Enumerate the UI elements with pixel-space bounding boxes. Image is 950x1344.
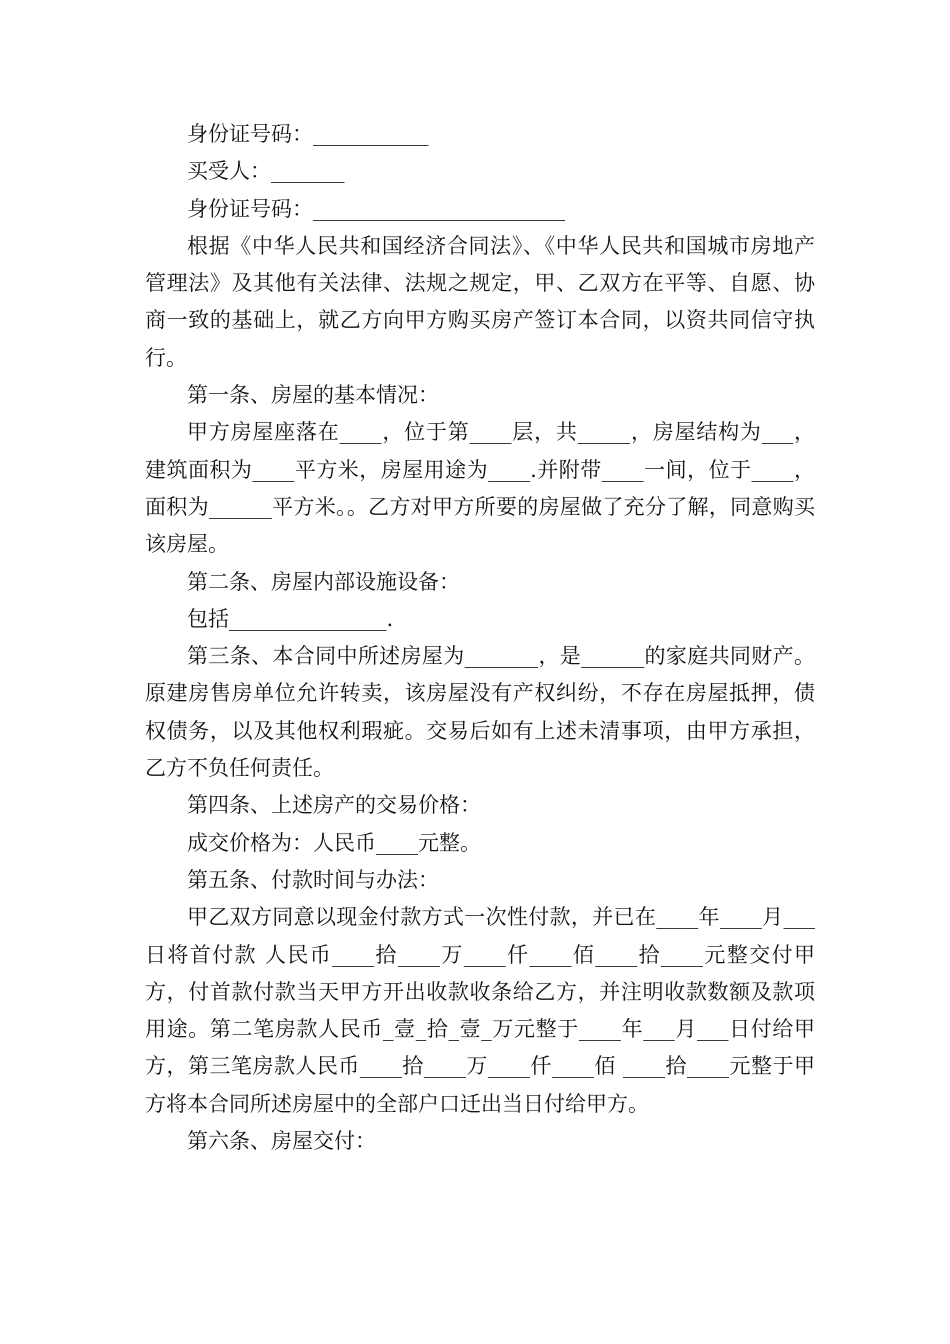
article-2-body: 包括_______________. bbox=[187, 606, 394, 631]
article-4-body: 成交价格为：人民币____元整。 bbox=[187, 830, 481, 855]
article-3-body: 第三条、本合同中所述房屋为_______，是______的家庭共同财产。原建房售房单位允许转卖，该房屋没有产权纠纷，不存在房屋抵押，债权债务，以及其他权利瑕疵。交易后如有上述未清事项，由甲方承担，乙方不负任何责任。 bbox=[145, 644, 815, 781]
article-4-heading: 第四条、上述房产的交易价格： bbox=[187, 793, 481, 818]
article-1-body: 甲方房屋座落在____，位于第____层，共_____，房屋结构为___，建筑面积为____平方米，房屋用途为____.并附带____一间，位于____，面积为______平方米。。乙方对甲方所要的房屋做了充分了解，同意购买该房屋。 bbox=[145, 420, 815, 557]
article-2-heading: 第二条、房屋内部设施设备： bbox=[187, 569, 460, 594]
article-1-heading: 第一条、房屋的基本情况： bbox=[187, 383, 439, 408]
article-5-heading: 第五条、付款时间与办法： bbox=[187, 867, 439, 892]
buyer-id-number-line: 身份证号码：________________________ bbox=[187, 196, 565, 221]
article-5-body: 甲乙双方同意以现金付款方式一次性付款，并已在____年____月___日将首付款 人民币____拾____万____仟____佰____拾____元整交付甲方，付首款付款当天甲方开出收款收条给乙方，并注明收款数额及款项用途。第二笔房款人民币_壹_拾_壹_万元整于____年___月___日付给甲方，第三笔房款人民币____拾____万____仟____佰 ____拾____元整于甲方将本合同所述房屋中的全部户口迁出当日付给甲方。 bbox=[145, 905, 815, 1116]
buyer-line: 买受人：_______ bbox=[187, 159, 345, 184]
article-6-heading: 第六条、房屋交付： bbox=[187, 1129, 376, 1154]
preamble-paragraph: 根据《中华人民共和国经济合同法》、《中华人民共和国城市房地产管理法》及其他有关法律、法规之规定，甲、乙双方在平等、自愿、协商一致的基础上，就乙方向甲方购买房产签订本合同，以资共同信守执行。 bbox=[145, 233, 815, 370]
contract-body bbox=[145, 116, 815, 1160]
seller-id-number-line: 身份证号码：___________ bbox=[187, 122, 429, 146]
